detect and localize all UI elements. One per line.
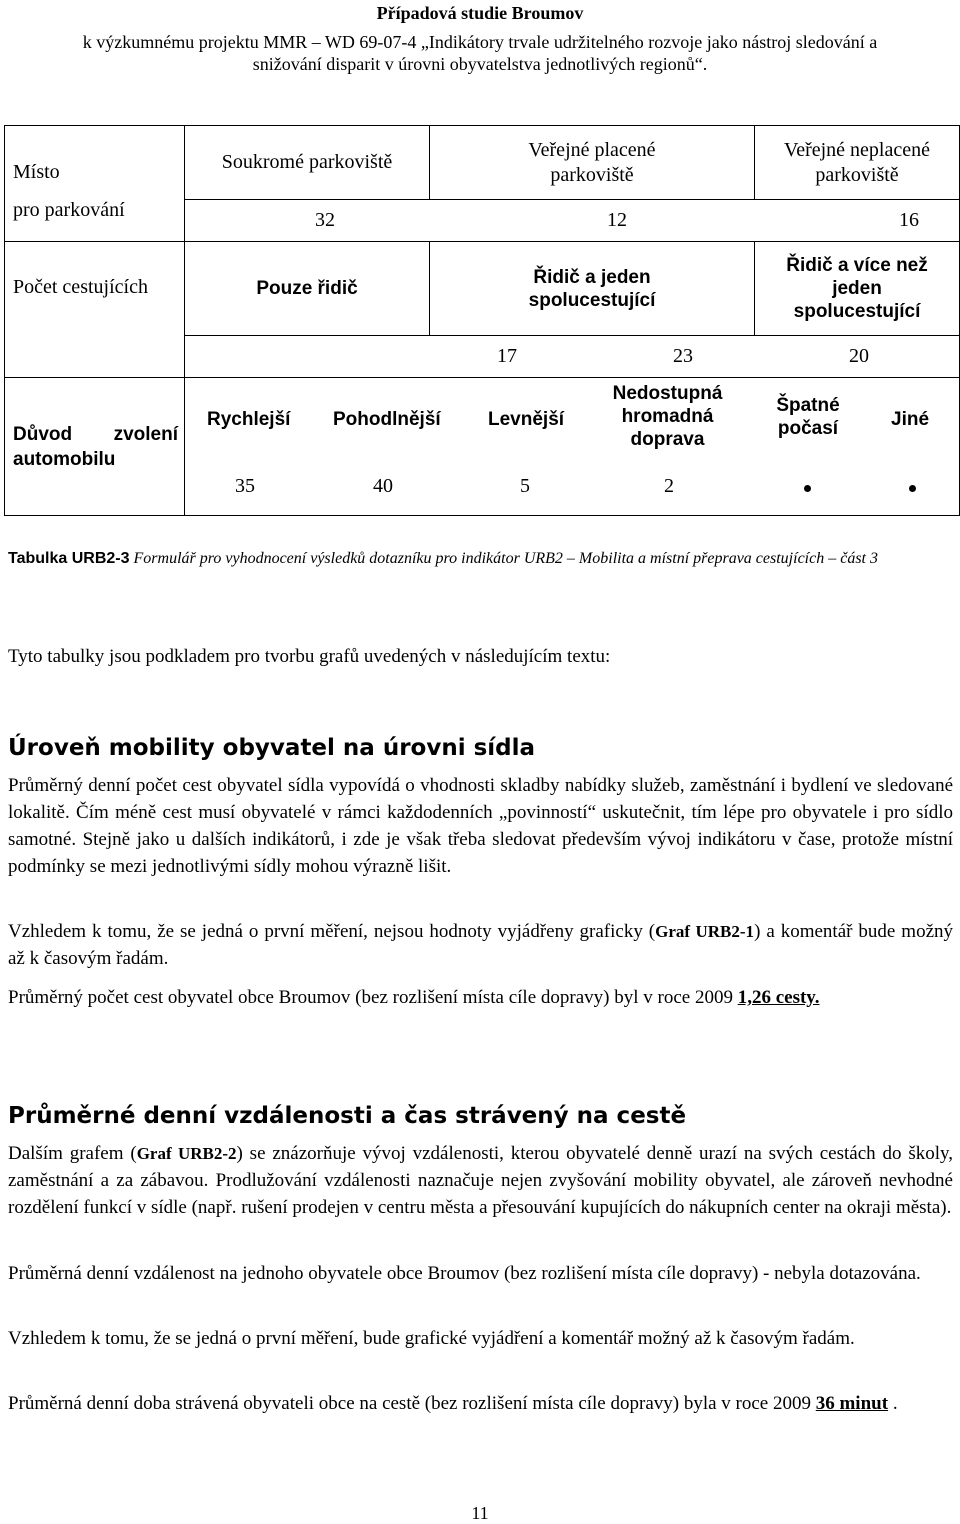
col-driver-plus-one (430, 242, 755, 336)
reason-value-comfort: 40 (373, 475, 393, 497)
passengers-label: Počet cestujících (13, 276, 148, 298)
parking-value-paid: 12 (607, 209, 627, 231)
section1-paragraph1: Průměrný denní počet cest obyvatel sídla vypovídá o vhodnosti skladby nabídky služeb, zaměstnání i bydlení ve sledované lokalitě. Čím méně cest musí obyvatelé v rámci každodenních „povinností“ uskutečnit, tím lépe pro obyvatele i pro sídlo samotné. Stejně jako u dalších indikátorů, i zde je však třeba sledovat především vývoj indikátoru v čase, protože místní podmínky se mezi jednotlivými sídly mohou výrazně lišit. (8, 775, 953, 877)
caption-text: Formulář pro vyhodnocení výsledků dotazníku pro indikátor URB2 – Mobilita a místní přeprava cestujících – část 3 (129, 550, 878, 567)
section1-paragraph2 (8, 918, 953, 972)
bullet-icon (804, 485, 811, 492)
parking-label-b: pro parkování (13, 198, 125, 221)
col-driver-only: Pouze řidič (185, 242, 430, 336)
section2-paragraph3: Vzhledem k tomu, že se jedná o první měření, bude grafické vyjádření a komentář možný až k časovým řadám. (8, 1328, 855, 1349)
col-public-free-parking (755, 126, 960, 200)
parking-label-cell (5, 126, 185, 242)
passengers-values-cell (185, 336, 960, 378)
reason-no-public-transport: Nedostupná hromadná doprava (612, 383, 723, 450)
header-subtitle-line1: k výzkumnému projektu MMR – WD 69-07-4 „Indikátory trvale udržitelného rozvoje jako nástroj sledování a (82, 32, 878, 52)
parking-values-cell (185, 200, 960, 242)
reason-comfort: Pohodlnější (333, 409, 441, 430)
section2-p4-text-b: . (888, 1393, 898, 1414)
reason-label-b: zvolení (113, 423, 178, 445)
page-number: 11 (471, 1503, 489, 1523)
col-public-paid-parking (430, 126, 755, 200)
section2-p1-text-b: ) se znázorňuje vývoj vzdálenosti, kterou obyvatelé denně urazí na svých cestách do školy, zaměstnání a za zábavou. Prodlužování vzdálenosti naznačuje nejen zvyšování mobility obyvatel, ale zároveň nevhodné rozdělení funkcí v sídle (např. rušení prodejen v centru města a přesouvání kupujících do nákupních center na okraji města). (8, 1143, 954, 1218)
parking-label-a: Místo (13, 160, 60, 183)
col-driver-plus-more (755, 242, 960, 336)
graph-reference: Graf URB2-1 (655, 922, 755, 941)
reason-value-cheaper: 5 (520, 475, 530, 497)
reason-value-faster: 35 (235, 475, 255, 497)
col-driver-plus-one-text: Řidič a jeden spolucestující (528, 266, 656, 311)
section2-heading: Průměrné denní vzdálenosti a čas strávený na cestě (8, 1103, 687, 1129)
section1-paragraph3 (8, 984, 953, 1011)
col-public-paid-parking-text: Veřejné placené parkoviště (528, 138, 656, 186)
passengers-value-3: 20 (849, 345, 869, 367)
survey-table (4, 125, 960, 516)
reason-label-cell (5, 378, 185, 516)
reason-value-no-public-transport: 2 (664, 475, 674, 497)
time-value: 36 minut (815, 1393, 889, 1414)
parking-value-private: 32 (315, 209, 335, 231)
trips-value: 1,26 cesty. (737, 987, 820, 1008)
intro-paragraph: Tyto tabulky jsou podkladem pro tvorbu grafů uvedených v následujícím textu: (8, 646, 611, 667)
reason-cheaper: Levnější (488, 409, 565, 430)
section2-p1-text-a: Dalším grafem ( (8, 1143, 137, 1164)
parking-value-free: 16 (899, 209, 919, 231)
section1-heading: Úroveň mobility obyvatel na úrovni sídla (8, 735, 536, 761)
reason-other: Jiné (891, 409, 930, 430)
section1-p2-text-b: ) a komentář bude možný až k časovým řadám. (8, 921, 954, 969)
col-public-free-parking-text: Veřejné neplacené parkoviště (783, 138, 930, 186)
passengers-value-1: 17 (497, 345, 517, 367)
section2-paragraph2: Průměrná denní vzdálenost na jednoho obyvatele obce Broumov (bez rozlišení místa cíle dopravy) - nebyla dotazována. (8, 1263, 921, 1284)
section2-p4-text-a: Průměrná denní doba strávená obyvateli obce na cestě (bez rozlišení místa cíle dopravy) byla v roce 2009 (8, 1393, 816, 1414)
passengers-label-cell (5, 242, 185, 378)
caption-label: Tabulka URB2-3 (8, 550, 130, 567)
bullet-icon (909, 485, 916, 492)
reason-bad-weather: Špatné počasí (776, 395, 840, 439)
header-subtitle-line2: snižování disparit v úrovni obyvatelstva jednotlivých regionů“. (252, 54, 708, 74)
header-title: Případová studie Broumov (376, 3, 584, 23)
reason-label-a: Důvod (13, 423, 73, 445)
section1-p2-text-a: Vzhledem k tomu, že se jedná o první měření, nejsou hodnoty vyjádřeny graficky ( (8, 921, 656, 942)
passengers-value-2: 23 (673, 345, 693, 367)
col-driver-plus-more-text: Řidič a více než jeden spolucestující (786, 255, 928, 322)
section2-paragraph4 (8, 1390, 953, 1417)
reason-faster: Rychlejší (207, 409, 291, 430)
reason-cell (185, 378, 960, 516)
section2-paragraph1 (8, 1140, 953, 1221)
col-private-parking: Soukromé parkoviště (185, 126, 430, 200)
table-caption (8, 548, 953, 570)
section1-p3-text: Průměrný počet cest obyvatel obce Broumov (bez rozlišení místa cíle dopravy) byl v roce 2009 (8, 987, 738, 1008)
reason-label-c: automobilu (13, 448, 116, 470)
graph-reference: Graf URB2-2 (136, 1144, 237, 1163)
